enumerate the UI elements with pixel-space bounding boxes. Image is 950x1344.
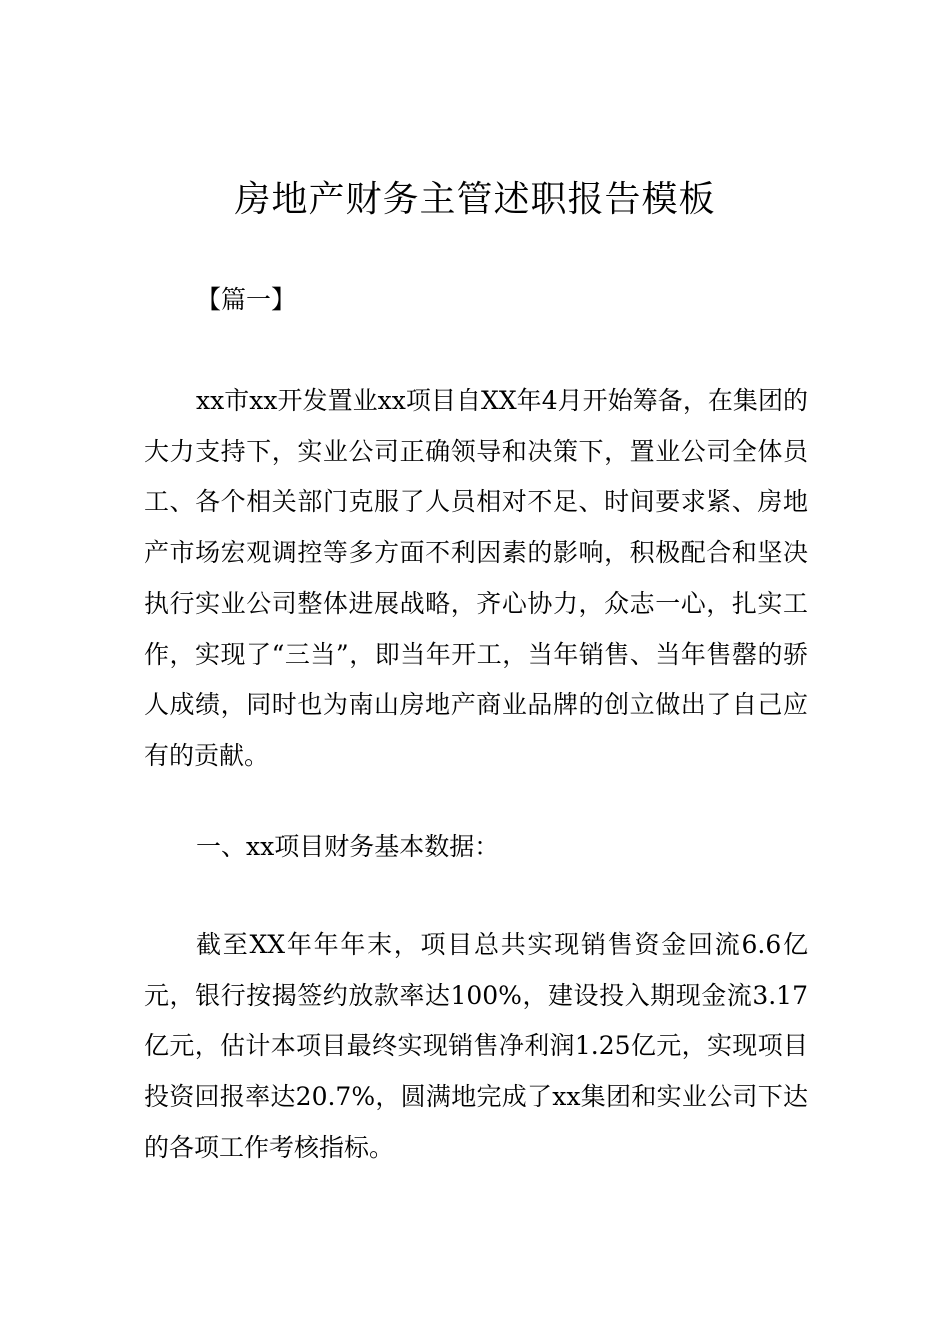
section-label: 【篇一】 — [196, 285, 297, 314]
paragraph-intro: xx市xx开发置业xx项目自XX年4月开始筹备，在集团的大力支持下，实业公司正确领导和决策下，置业公司全体员工、各个相关部门克服了人员相对不足、时间要求紧、房地产市场宏观调控等多方面不利因素的影响，积极配合和坚决执行实业公司整体进展战略，齐心协力，众志一心，扎实工作，实现了“三当”，即当年开工，当年销售、当年售罄的骄人成绩，同时也为南山房地产商业品牌的创立做出了自己应有的贡献。 — [144, 386, 808, 770]
document-title: 房地产财务主管述职报告模板 — [234, 179, 716, 220]
section-heading-financial-data: 一、xx项目财务基本数据： — [196, 832, 500, 861]
paragraph-financial-data: 截至XX年年年末，项目总共实现销售资金回流6.6亿元，银行按揭签约放款率达100%，建设投入期现金流3.17亿元，估计本项目最终实现销售净利润1.25亿元，实现项目投资回报率达20.7%，圆满地完成了xx集团和实业公司下达的各项工作考核指标。 — [144, 930, 808, 1162]
